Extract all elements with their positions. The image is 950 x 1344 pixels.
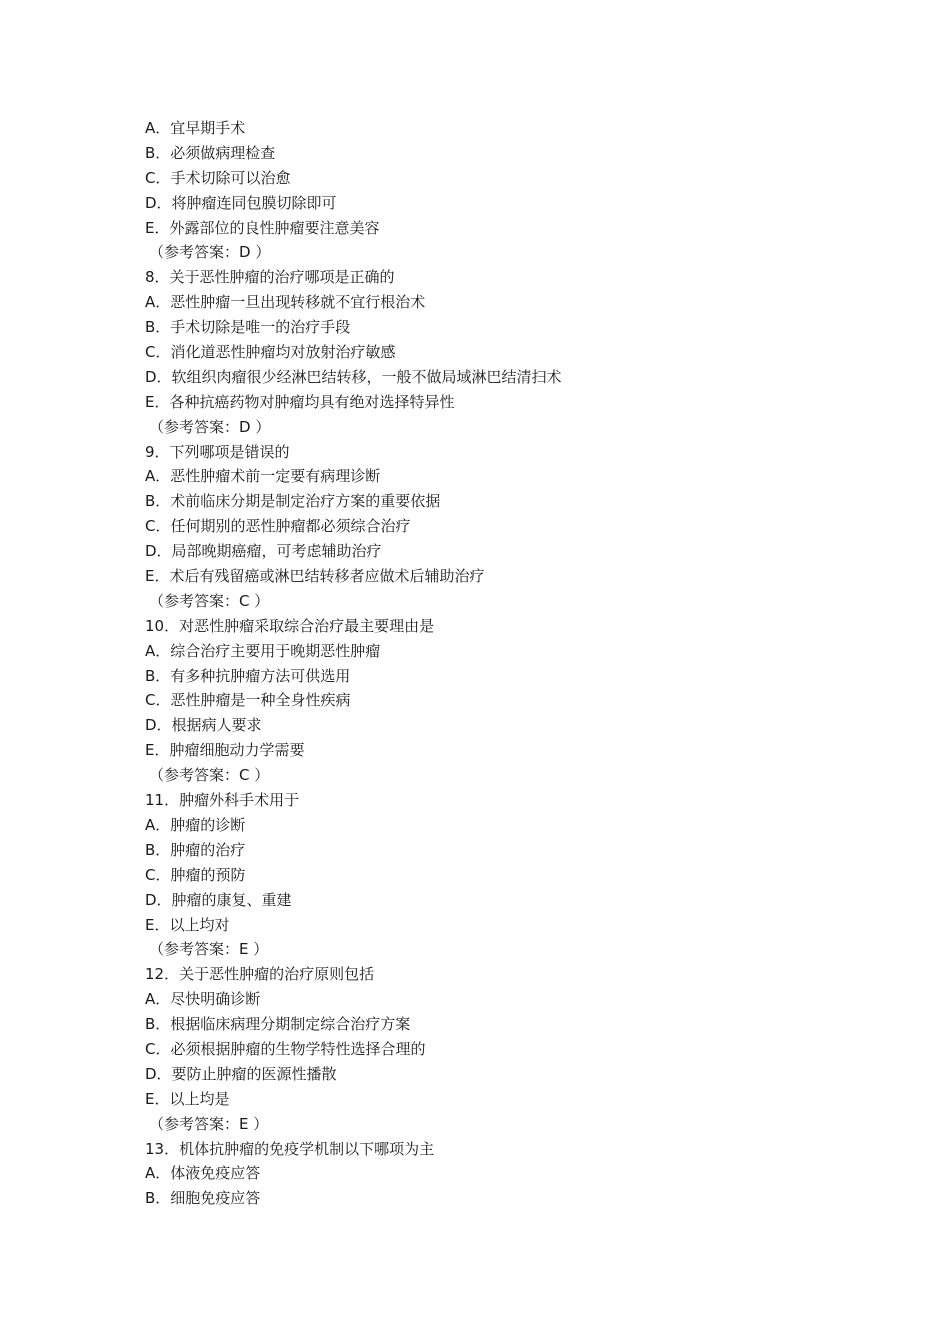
option-line: C．恶性肿瘤是一种全身性疾病 — [145, 691, 351, 710]
option-line: E．术后有残留癌或淋巴结转移者应做术后辅助治疗 — [145, 567, 485, 586]
option-line: D．局部晚期癌瘤，可考虑辅助治疗 — [145, 542, 382, 561]
question-list — [145, 116, 845, 1211]
option-line: D．将肿瘤连同包膜切除即可 — [145, 193, 337, 212]
option-line: C．必须根据肿瘤的生物学特性选择合理的 — [145, 1039, 426, 1058]
option-line: A．宜早期手术 — [145, 119, 246, 137]
option-line: A．综合治疗主要用于晚期恶性肿瘤 — [145, 641, 381, 660]
option-line: D．根据病人要求 — [145, 716, 262, 735]
option-line: B．根据临床病理分期制定综合治疗方案 — [145, 1015, 411, 1034]
option-line: B．手术切除是唯一的治疗手段 — [145, 318, 351, 337]
option-line: C．任何期别的恶性肿瘤都必须综合治疗 — [145, 517, 411, 536]
option-line: A．肿瘤的诊断 — [145, 815, 246, 834]
option-line: E．外露部位的良性肿瘤要注意美容 — [145, 218, 380, 237]
option-line: B．有多种抗肿瘤方法可供选用 — [145, 666, 351, 685]
option-line: C．消化道恶性肿瘤均对放射治疗敏感 — [145, 343, 396, 362]
option-line: A．体液免疫应答 — [145, 1164, 261, 1183]
question-line: 12．关于恶性肿瘤的治疗原则包括 — [145, 965, 375, 984]
option-line: B．术前临床分期是制定治疗方案的重要依据 — [145, 492, 441, 511]
question-line: 11．肿瘤外科手术用于 — [145, 791, 300, 810]
answer-line: （参考答案：E ） — [149, 940, 269, 959]
answer-line: （参考答案：E ） — [149, 1114, 269, 1133]
question-line: 10．对恶性肿瘤采取综合治疗最主要理由是 — [145, 616, 435, 635]
answer-line: （参考答案：C ） — [149, 766, 270, 785]
option-line: A．恶性肿瘤一旦出现转移就不宜行根治术 — [145, 293, 426, 312]
option-line: E．以上均是 — [145, 1089, 230, 1108]
question-line: 8．关于恶性肿瘤的治疗哪项是正确的 — [145, 268, 395, 287]
option-line: B．细胞免疫应答 — [145, 1189, 261, 1208]
option-line: B．必须做病理检查 — [145, 143, 276, 162]
question-line: 9．下列哪项是错误的 — [145, 442, 290, 461]
option-line: A．恶性肿瘤术前一定要有病理诊断 — [145, 467, 381, 486]
option-line: D．肿瘤的康复、重建 — [145, 890, 292, 909]
answer-line: （参考答案：D ） — [149, 243, 271, 262]
option-line: E．各种抗癌药物对肿瘤均具有绝对选择特异性 — [145, 392, 455, 411]
option-line: B．肿瘤的治疗 — [145, 840, 246, 859]
answer-line: （参考答案：C ） — [149, 591, 270, 610]
option-line: C．肿瘤的预防 — [145, 865, 246, 884]
option-line: E．以上均对 — [145, 915, 230, 934]
question-line: 13．机体抗肿瘤的免疫学机制以下哪项为主 — [145, 1139, 435, 1158]
option-line: D．要防止肿瘤的医源性播散 — [145, 1064, 337, 1083]
option-line: D．软组织肉瘤很少经淋巴结转移，一般不做局域淋巴结清扫术 — [145, 367, 562, 386]
option-line: C．手术切除可以治愈 — [145, 168, 291, 187]
option-line: A．尽快明确诊断 — [145, 990, 261, 1009]
option-line: E．肿瘤细胞动力学需要 — [145, 741, 305, 760]
answer-line: （参考答案：D ） — [149, 417, 271, 436]
